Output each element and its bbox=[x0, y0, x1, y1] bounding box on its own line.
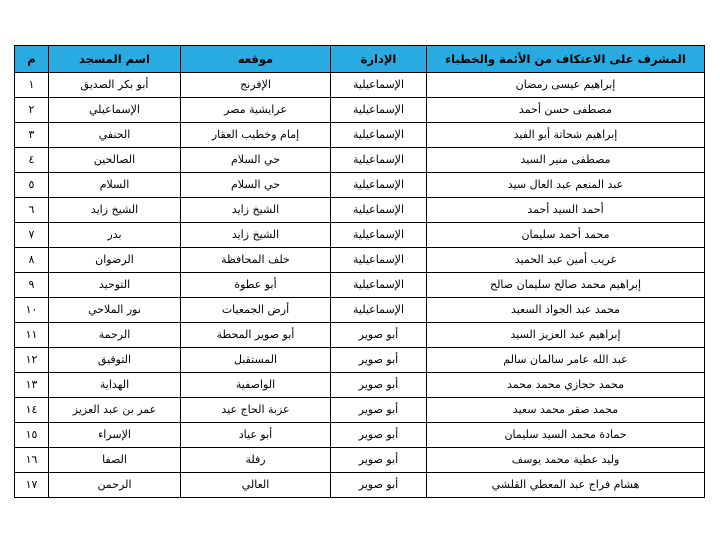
cell-admin: الإسماعيلية bbox=[331, 148, 427, 173]
cell-number: ٨ bbox=[15, 248, 49, 273]
cell-mosque: الهداية bbox=[49, 373, 181, 398]
cell-number: ٩ bbox=[15, 273, 49, 298]
cell-supervisor: مصطفى حسن أحمد bbox=[427, 98, 705, 123]
cell-admin: أبو صوير bbox=[331, 473, 427, 498]
cell-supervisor: إبراهيم عيسى رمضان bbox=[427, 73, 705, 98]
table-row bbox=[15, 323, 705, 348]
table-row bbox=[15, 198, 705, 223]
cell-admin: أبو صوير bbox=[331, 323, 427, 348]
cell-location: حي السلام bbox=[181, 173, 331, 198]
cell-mosque: الصفا bbox=[49, 448, 181, 473]
table-row bbox=[15, 173, 705, 198]
cell-supervisor: عبد الله عامر سالمان سالم bbox=[427, 348, 705, 373]
cell-supervisor: هشام فراج عبد المعطي القلشي bbox=[427, 473, 705, 498]
cell-number: ٤ bbox=[15, 148, 49, 173]
table-row bbox=[15, 448, 705, 473]
cell-number: ١٤ bbox=[15, 398, 49, 423]
cell-number: ١٦ bbox=[15, 448, 49, 473]
cell-supervisor: إبراهيم عبد العزيز السيد bbox=[427, 323, 705, 348]
column-header-mosque: اسم المسجد bbox=[49, 46, 181, 73]
cell-number: ٢ bbox=[15, 98, 49, 123]
table-row bbox=[15, 273, 705, 298]
column-header-location: موقعه bbox=[181, 46, 331, 73]
cell-number: ٣ bbox=[15, 123, 49, 148]
roster-table-container bbox=[15, 45, 705, 498]
cell-location: أبو صوير المحطة bbox=[181, 323, 331, 348]
column-header-number: م bbox=[15, 46, 49, 73]
cell-mosque: الإسماعيلي bbox=[49, 98, 181, 123]
cell-admin: الإسماعيلية bbox=[331, 123, 427, 148]
table-header-row bbox=[15, 46, 705, 73]
table-row bbox=[15, 423, 705, 448]
cell-supervisor: حمادة محمد السيد سليمان bbox=[427, 423, 705, 448]
cell-supervisor: محمد حجازي محمد محمد bbox=[427, 373, 705, 398]
table-row bbox=[15, 73, 705, 98]
table-header bbox=[15, 46, 705, 73]
cell-mosque: الإسراء bbox=[49, 423, 181, 448]
cell-supervisor: محمد عبد الجواد السعيد bbox=[427, 298, 705, 323]
cell-mosque: الرحمن bbox=[49, 473, 181, 498]
cell-mosque: الحنفي bbox=[49, 123, 181, 148]
cell-mosque: الرضوان bbox=[49, 248, 181, 273]
cell-number: ١ bbox=[15, 73, 49, 98]
cell-location: الواصفية bbox=[181, 373, 331, 398]
table-row bbox=[15, 223, 705, 248]
table-row bbox=[15, 98, 705, 123]
cell-location: أرض الجمعيات bbox=[181, 298, 331, 323]
cell-location: أبو عطوة bbox=[181, 273, 331, 298]
cell-location: حي السلام bbox=[181, 148, 331, 173]
cell-location: الشيخ زايد bbox=[181, 198, 331, 223]
cell-supervisor: إبراهيم محمد صالح سليمان صالح bbox=[427, 273, 705, 298]
cell-location: عزبة الحاج عيد bbox=[181, 398, 331, 423]
cell-mosque: نور الملاحي bbox=[49, 298, 181, 323]
table-row bbox=[15, 298, 705, 323]
cell-mosque: التوحيد bbox=[49, 273, 181, 298]
cell-mosque: الشيخ زايد bbox=[49, 198, 181, 223]
cell-mosque: أبو بكر الصديق bbox=[49, 73, 181, 98]
cell-location: الإفرنج bbox=[181, 73, 331, 98]
cell-number: ٦ bbox=[15, 198, 49, 223]
cell-mosque: عمر بن عبد العزيز bbox=[49, 398, 181, 423]
cell-location: المستقبل bbox=[181, 348, 331, 373]
cell-admin: أبو صوير bbox=[331, 423, 427, 448]
roster-table bbox=[14, 45, 705, 498]
cell-mosque: الرحمة bbox=[49, 323, 181, 348]
cell-supervisor: مصطفى منير السيد bbox=[427, 148, 705, 173]
cell-supervisor: إبراهيم شحاتة أبو الفيد bbox=[427, 123, 705, 148]
table-row bbox=[15, 348, 705, 373]
cell-number: ٥ bbox=[15, 173, 49, 198]
cell-admin: الإسماعيلية bbox=[331, 98, 427, 123]
column-header-admin: الإدارة bbox=[331, 46, 427, 73]
cell-supervisor: محمد أحمد سليمان bbox=[427, 223, 705, 248]
cell-supervisor: عبد المنعم عبد العال سيد bbox=[427, 173, 705, 198]
cell-location: العالي bbox=[181, 473, 331, 498]
cell-location: عرايشية مصر bbox=[181, 98, 331, 123]
cell-admin: الإسماعيلية bbox=[331, 298, 427, 323]
table-row bbox=[15, 473, 705, 498]
column-header-supervisor: المشرف على الاعتكاف من الأئمة والخطباء bbox=[427, 46, 705, 73]
cell-supervisor: وليد عطية محمد يوسف bbox=[427, 448, 705, 473]
cell-number: ١٥ bbox=[15, 423, 49, 448]
table-row bbox=[15, 398, 705, 423]
table-row bbox=[15, 148, 705, 173]
cell-mosque: السلام bbox=[49, 173, 181, 198]
cell-number: ١٢ bbox=[15, 348, 49, 373]
cell-admin: أبو صوير bbox=[331, 348, 427, 373]
cell-location: إمام وخطيب العقار bbox=[181, 123, 331, 148]
cell-admin: أبو صوير bbox=[331, 398, 427, 423]
cell-mosque: الصالحين bbox=[49, 148, 181, 173]
cell-location: رفلة bbox=[181, 448, 331, 473]
cell-admin: أبو صوير bbox=[331, 448, 427, 473]
cell-location: أبو عياد bbox=[181, 423, 331, 448]
cell-admin: الإسماعيلية bbox=[331, 273, 427, 298]
cell-admin: الإسماعيلية bbox=[331, 248, 427, 273]
cell-number: ١٣ bbox=[15, 373, 49, 398]
cell-admin: الإسماعيلية bbox=[331, 173, 427, 198]
cell-number: ١٠ bbox=[15, 298, 49, 323]
cell-mosque: بدر bbox=[49, 223, 181, 248]
cell-admin: الإسماعيلية bbox=[331, 223, 427, 248]
cell-location: خلف المحافظة bbox=[181, 248, 331, 273]
cell-location: الشيخ زايد bbox=[181, 223, 331, 248]
cell-admin: الإسماعيلية bbox=[331, 198, 427, 223]
table-row bbox=[15, 373, 705, 398]
cell-mosque: التوفيق bbox=[49, 348, 181, 373]
cell-number: ٧ bbox=[15, 223, 49, 248]
table-row bbox=[15, 248, 705, 273]
cell-supervisor: محمد صقر محمد سعيد bbox=[427, 398, 705, 423]
table-row bbox=[15, 123, 705, 148]
cell-supervisor: أحمد السيد أحمد bbox=[427, 198, 705, 223]
cell-number: ١١ bbox=[15, 323, 49, 348]
cell-supervisor: غريب أمين عبد الحميد bbox=[427, 248, 705, 273]
cell-admin: أبو صوير bbox=[331, 373, 427, 398]
table-body bbox=[15, 73, 705, 498]
cell-admin: الإسماعيلية bbox=[331, 73, 427, 98]
cell-number: ١٧ bbox=[15, 473, 49, 498]
